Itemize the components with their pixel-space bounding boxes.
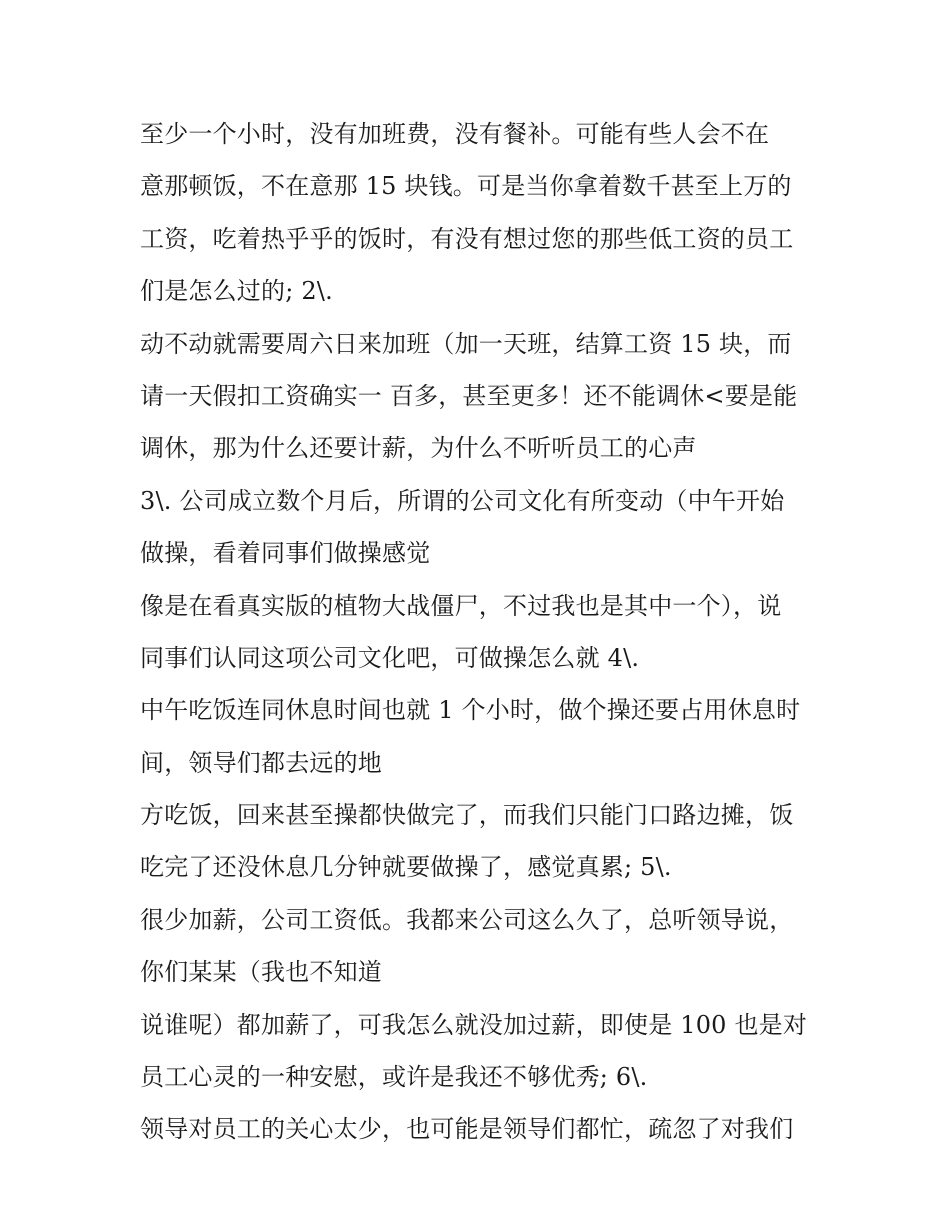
text-line: 员工心灵的一种安慰，或许是我还不够优秀; 6\. — [140, 1063, 648, 1092]
text-line: 3\. 公司成立数个月后，所谓的公司文化有所变动（中午开始 — [140, 486, 785, 515]
text-line: 们是怎么过的; 2\. — [140, 277, 333, 306]
text-line: 领导对员工的关心太少，也可能是领导们都忙，疏忽了对我们 — [140, 1115, 794, 1144]
text-line: 像是在看真实版的植物大战僵尸，不过我也是其中一个），说 — [140, 591, 782, 620]
text-line: 同事们认同这项公司文化吧，可做操怎么就 4\. — [140, 643, 640, 672]
text-line: 说谁呢）都加薪了，可我怎么就没加过薪，即使是 100 也是对 — [140, 1010, 808, 1039]
text-line: 动不动就需要周六日来加班（加一天班，结算工资 15 块，而 — [140, 329, 792, 358]
text-line: 间，领导们都去远的地 — [140, 748, 382, 777]
text-line: 方吃饭，回来甚至操都快做完了，而我们只能门口路边摊，饭 — [140, 801, 794, 830]
text-line: 中午吃饭连同休息时间也就 1 个小时，做个操还要占用休息时 — [140, 696, 801, 725]
text-line: 很少加薪，公司工资低。我都来公司这么久了，总听领导说， — [140, 905, 794, 934]
text-line: 请一天假扣工资确实一 百多，甚至更多！还不能调休<要是能 — [140, 381, 798, 410]
text-line: 调休，那为什么还要计薪，为什么不听听员工的心声 — [140, 434, 697, 463]
text-line: 你们某某（我也不知道 — [140, 958, 382, 987]
text-line: 意那顿饭，不在意那 15 块钱。可是当你拿着数千甚至上万的 — [140, 172, 792, 201]
text-line: 工资，吃着热乎乎的饭时，有没有想过您的那些低工资的员工 — [140, 224, 794, 253]
text-line: 吃完了还没休息几分钟就要做操了，感觉真累; 5\. — [140, 853, 672, 882]
text-line: 至少一个小时，没有加班费，没有餐补。可能有些人会不在 — [140, 120, 770, 148]
body-text — [140, 108, 820, 1156]
text-line: 做操，看着同事们做操感觉 — [140, 539, 431, 568]
